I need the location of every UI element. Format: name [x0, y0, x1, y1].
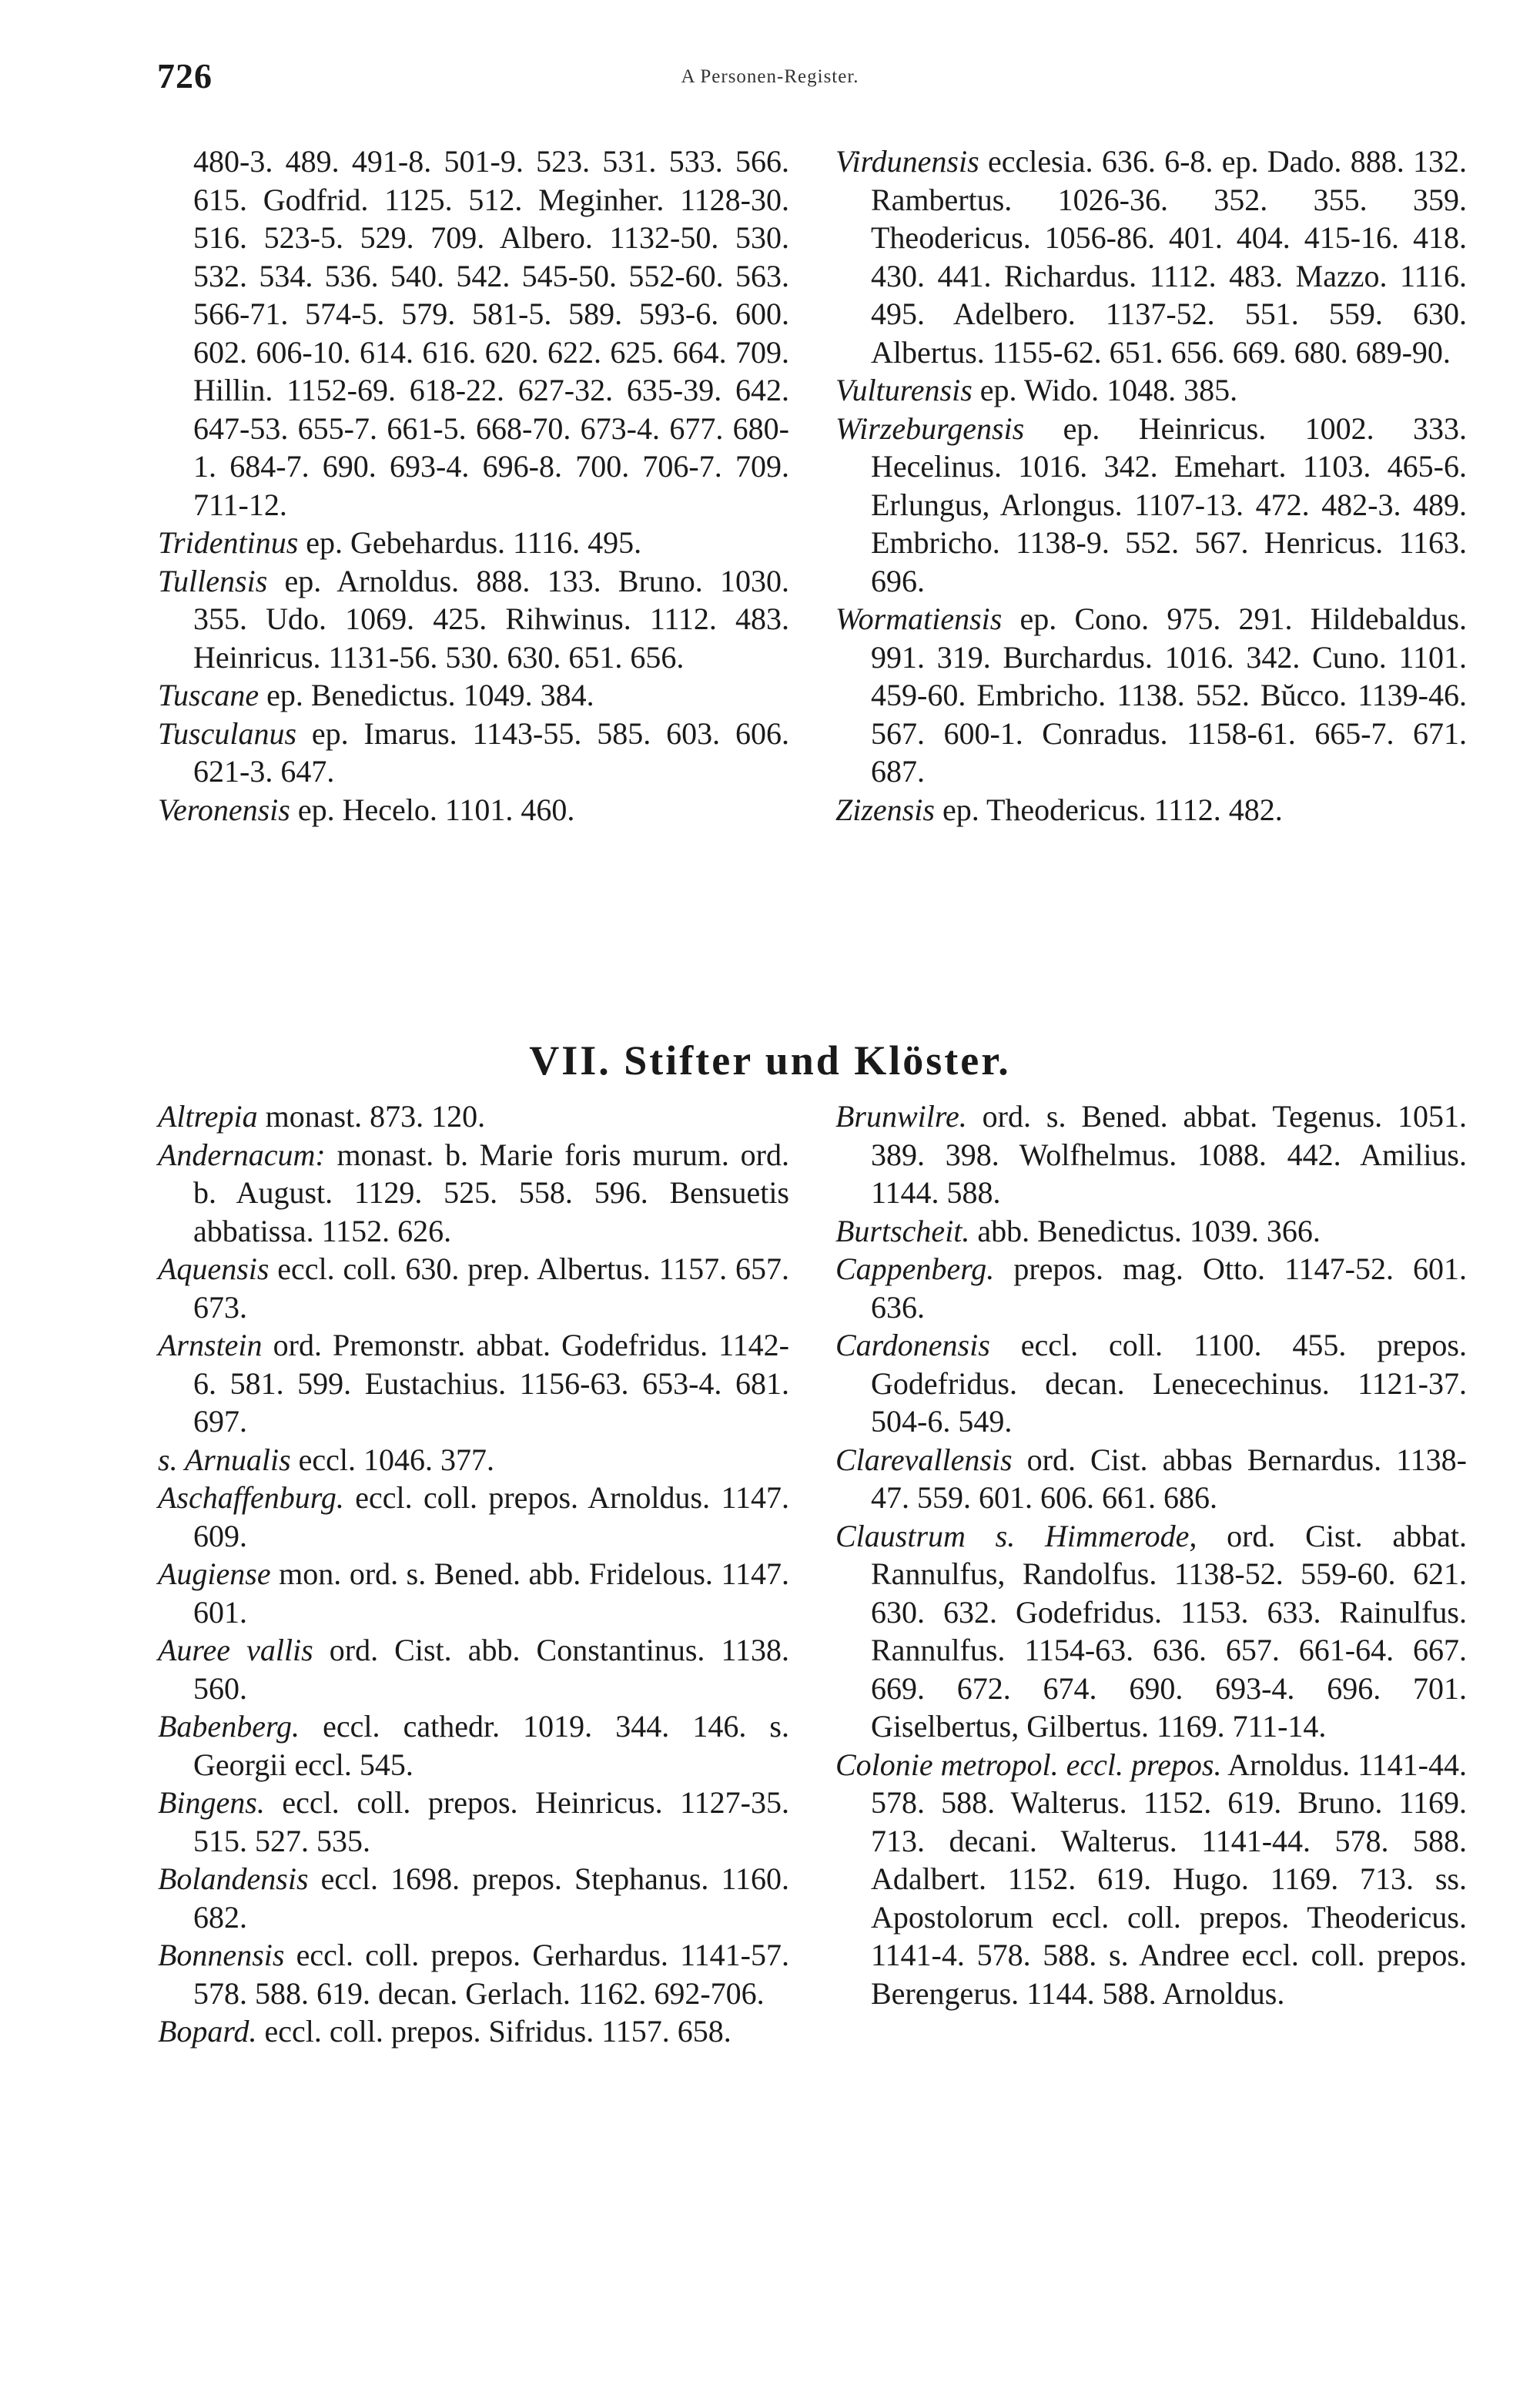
index-entry: Zizensis ep. Theodericus. 1112. 482.: [835, 792, 1283, 827]
index-entry: Brunwilre. ord. s. Bened. abbat. Tegenus. 1051. 389. 398. Wolfhelmus. 1088. 442. Amilius. 1144. 588.: [835, 1099, 1467, 1210]
index-entry: Altrepia monast. 873. 120.: [158, 1099, 486, 1134]
index-entry: Auree vallis ord. Cist. abb. Constantinus. 1138. 560.: [158, 1633, 790, 1706]
index-entry: Cardonensis eccl. coll. 1100. 455. prepos. Godefridus. decan. Lenecechinus. 1121-37. 504-6. 549.: [835, 1328, 1467, 1439]
index-entry: Wormatiensis ep. Cono. 975. 291. Hildebaldus. 991. 319. Burchardus. 1016. 342. Cuno. 1101. 459-60. Embricho. 1138. 552. Bŭcco. 1139-46. 567. 600-1. Conradus. 1158-61. 665-7. 671. 687.: [835, 601, 1467, 789]
index-entry: Andernacum: monast. b. Marie foris murum. ord. b. August. 1129. 525. 558. 596. Bensuetis abbatissa. 1152. 626.: [158, 1137, 789, 1248]
index-entry: Cappenberg. prepos. mag. Otto. 1147-52. 601. 636.: [835, 1251, 1467, 1325]
index-entry: Veronensis ep. Hecelo. 1101. 460.: [158, 792, 575, 827]
index-entry: Tridentinus ep. Gebehardus. 1116. 495.: [158, 525, 642, 560]
page-header: [154, 55, 1386, 102]
index-entry: Vulturensis ep. Wido. 1048. 385.: [835, 373, 1238, 407]
bottom-left-column: [158, 1097, 789, 2051]
section-title: VII. Stifter und Klöster.: [529, 1037, 1011, 1084]
index-entry: 480-3. 489. 491-8. 501-9. 523. 531. 533. 566. 615. Godfrid. 1125. 512. Meginher. 1128-30. 516. 523-5. 529. 709. Albero. 1132-50. 530. 532. 534. 536. 540. 542. 545-50. 552-60. 563. 566-71. 574-5. 579. 581-5. 589. 593-6. 600. 602. 606-10. 614. 616. 620. 622. 625. 664. 709. Hillin. 1152-69. 618-22. 627-32. 635-39. 642. 647-53. 655-7. 661-5. 668-70. 673-4. 677. 680-1. 684-7. 690. 693-4. 696-8. 700. 706-7. 709. 711-12.: [193, 144, 789, 522]
page-number: 726: [157, 56, 213, 95]
index-entry: Babenberg. eccl. cathedr. 1019. 344. 146. s. Georgii eccl. 545.: [158, 1709, 789, 1782]
index-entry: Burtscheit. abb. Benedictus. 1039. 366.: [835, 1213, 1321, 1248]
running-head: A Personen-Register.: [681, 66, 859, 87]
index-entry: Virdunensis ecclesia. 636. 6-8. ep. Dado. 888. 132. Rambertus. 1026-36. 352. 355. 359. Theodericus. 1056-86. 401. 404. 415-16. 418. 430. 441. Richardus. 1112. 483. Mazzo. 1116. 495. Adelbero. 1137-52. 551. 559. 630. Albertus. 1155-62. 651. 656. 669. 680. 689-90.: [835, 144, 1467, 370]
index-entry: Clarevallensis ord. Cist. abbas Bernardus. 1138-47. 559. 601. 606. 661. 686.: [835, 1442, 1467, 1515]
index-entry: Tuscane ep. Benedictus. 1049. 384.: [158, 678, 594, 712]
index-entry: Wirzeburgensis ep. Heinricus. 1002. 333. Hecelinus. 1016. 342. Emehart. 1103. 465-6. Erlungus, Arlongus. 1107-13. 472. 482-3. 489. Embricho. 1138-9. 552. 567. Henricus. 1163. 696.: [835, 410, 1467, 598]
index-entry: Colonie metropol. eccl. prepos. Arnoldus. 1141-44. 578. 588. Walterus. 1152. 619. Bruno. 1169. 713. decani. Walterus. 1141-44. 578. 588. Adalbert. 1152. 619. Hugo. 1169. 713. ss. Apostolorum eccl. coll. prepos. Theodericus. 1141-4. 578. 588. s. Andree eccl. coll. prepos. Berengerus. 1144. 588. Arnoldus.: [835, 1747, 1468, 2011]
index-entry: Claustrum s. Himmerode, ord. Cist. abbat. Rannulfus, Randolfus. 1138-52. 559-60. 621. 630. 632. Godefridus. 1153. 633. Rainulfus. Rannulfus. 1154-63. 636. 657. 661-64. 667. 669. 672. 674. 690. 693-4. 696. 701. Giselbertus, Gilbertus. 1169. 711-14.: [835, 1518, 1467, 1744]
top-left-column: [158, 142, 789, 829]
index-entry: Arnstein ord. Premonstr. abbat. Godefridus. 1142-6. 581. 599. Eustachius. 1156-63. 653-4. 681. 697.: [158, 1328, 789, 1439]
index-entry: Bonnensis eccl. coll. prepos. Gerhardus. 1141-57. 578. 588. 619. decan. Gerlach. 1162. 692-706.: [158, 1938, 789, 2011]
index-entry: Aquensis eccl. coll. 630. prep. Albertus. 1157. 657. 673.: [158, 1251, 789, 1325]
index-entry: Augiense mon. ord. s. Bened. abb. Fridelous. 1147. 601.: [158, 1556, 789, 1630]
index-entry: Bingens. eccl. coll. prepos. Heinricus. 1127-35. 515. 527. 535.: [158, 1785, 789, 1858]
index-entry: Bolandensis eccl. 1698. prepos. Stephanus. 1160. 682.: [158, 1861, 789, 1935]
index-entry: Bopard. eccl. coll. prepos. Sifridus. 1157. 658.: [158, 2014, 732, 2049]
bottom-right-column: [835, 1097, 1467, 2012]
index-entry: Tullensis ep. Arnoldus. 888. 133. Bruno. 1030. 355. Udo. 1069. 425. Rihwinus. 1112. 483. Heinricus. 1131-56. 530. 630. 651. 656.: [158, 563, 789, 675]
index-entry: s. Arnualis eccl. 1046. 377.: [158, 1442, 495, 1477]
index-entry: Aschaffenburg. eccl. coll. prepos. Arnoldus. 1147. 609.: [158, 1480, 789, 1553]
index-entry: Tusculanus ep. Imarus. 1143-55. 585. 603. 606. 621-3. 647.: [158, 715, 789, 789]
top-right-column: [835, 142, 1467, 829]
